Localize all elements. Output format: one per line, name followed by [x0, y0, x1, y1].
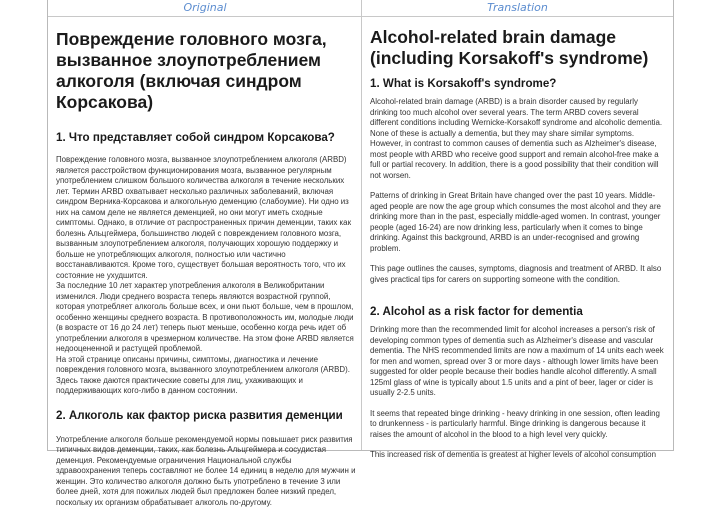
translation-section1-paragraph1: Alcohol-related brain damage (ARBD) is a brain disorder caused by regularly drinking too much alcohol over several years. The term ARBD covers several different conditions including Wernicke-Korsakoff syndrome and alcoholic dementia. None of these is actually a dementia, but they may share similar symptoms. However, in contrast to common causes of dementia such as Alzheimer's disease, most people with ARBD who receive good support and remain alcohol-free make a full or partial recovery. In addition, there is a good possibility that their condition will not worsen.	[370, 97, 666, 181]
column-divider	[361, 0, 362, 450]
translation-table	[47, 0, 674, 451]
original-section1-paragraph1: Повреждение головного мозга, вызванное злоупотреблением алкоголя (ARBD) является расстройством функционирования мозга, вызванное регулярным употреблением слишком большого количества алкоголя в течение нескольких лет. Термин ARBD охватывает несколько различных заболеваний, включая синдром Верника-Корсакова и алкогольную деменцию (слабоумие). Ни одно из них на самом деле не является деменцией, но они могут иметь сходные симптомы. Однако, в отличие от распространенных причин деменции, таких как болезнь Альцгеймера, большинство людей с повреждением головного мозга, вызванным злоупотреблением алкоголя, получающих хорошую поддержку и больше не употребляющих алкоголя, полностью или частично восстанавливаются. Кроме того, существует большая вероятность того, что их состояние не ухудшится.	[56, 155, 356, 281]
translation-section2-paragraph2: It seems that repeated binge drinking - heavy drinking in one session, often leading to drunkenness - is particularly harmful. Binge drinking is dangerous because it raises the amount of alcohol in the blood to a high level very quickly.	[370, 409, 666, 441]
translation-section1-heading: 1. What is Korsakoff's syndrome?	[370, 77, 666, 91]
translation-section1-paragraph3: This page outlines the causes, symptoms, diagnosis and treatment of ARBD. It also gives practical tips for carers on supporting someone with the condition.	[370, 264, 666, 285]
translation-section1-paragraph2: Patterns of drinking in Great Britain have changed over the past 10 years. Middle-aged people are now the age group which consumes the most alcohol and they are drinking more than in the past, especially middle-aged women. In contrast, younger people (aged 16-24) are now drinking less, particularly when it comes to binge drinking. Against this background, ARBD is an under-recognised and growing problem.	[370, 191, 666, 254]
translation-title: Alcohol-related brain damage (including Korsakoff's syndrome)	[370, 27, 666, 69]
translation-section2-paragraph1: Drinking more than the recommended limit for alcohol increases a person's risk of developing common types of dementia such as Alzheimer's disease and vascular dementia. The NHS recommended limits are now a maximum of 14 units each week for men and women, spread over 3 or more days - although lower limits have been suggested for older people because their bodies handle alcohol differently. A small 125ml glass of wine is typically about 1.5 units and a pint of beer, lager or cider is usually 2-2.5 units.	[370, 325, 666, 399]
original-section1-paragraph2: За последние 10 лет характер употребления алкоголя в Великобритании изменился. Люди среднего возраста теперь являются возрастной группой, которая употребляет алкоголь больше всех, и они пьют больше, чем в прошлом, особенно женщины среднего возраста. В противоположность им, молодые люди (в возрасте от 16 до 24 лет) теперь пьют меньше, особенно когда речь идет об употреблении алкоголя в чрезмерном количестве. На этом фоне ARBD является недооцененной и растущей проблемой.	[56, 281, 356, 355]
original-section1-heading: 1. Что представляет собой синдром Корсакова?	[56, 131, 356, 145]
translation-column-header: Translation	[362, 0, 673, 17]
original-title: Повреждение головного мозга, вызванное злоупотреблением алкоголя (включая синдром Корсакова)	[56, 29, 356, 113]
translation-section2-heading: 2. Alcohol as a risk factor for dementia	[370, 305, 666, 319]
original-column-header: Original	[48, 0, 362, 17]
original-section1-paragraph3: На этой странице описаны причины, симптомы, диагностика и лечение повреждения головного мозга, вызванного злоупотреблением алкоголя (ARBD). Здесь также даются практические советы для лиц, ухаживающих и поддерживающих кого-либо в данном состоянии.	[56, 355, 356, 397]
translation-section2-paragraph3: This increased risk of dementia is greatest at higher levels of alcohol consumption	[370, 450, 666, 461]
translation-column	[370, 17, 666, 450]
original-section2-heading: 2. Алкоголь как фактор риска развития деменции	[56, 409, 356, 423]
original-column	[56, 17, 356, 450]
original-section2-paragraph1: Употребление алкоголя больше рекомендуемой нормы повышает риск развития типичных видов деменции, таких, как болезнь Альцгеймера и сосудистая деменция. Рекомендуемые ограничения Национальной службы здравоохранения теперь составляют не более 14 единиц в неделю для мужчин и женщин. Это количество алкоголя должно быть употреблено в течение 3 или более дней, хотя для пожилых людей был предложен более низкий предел, поскольку их организм обрабатывает алкоголь по-другому.	[56, 435, 356, 508]
